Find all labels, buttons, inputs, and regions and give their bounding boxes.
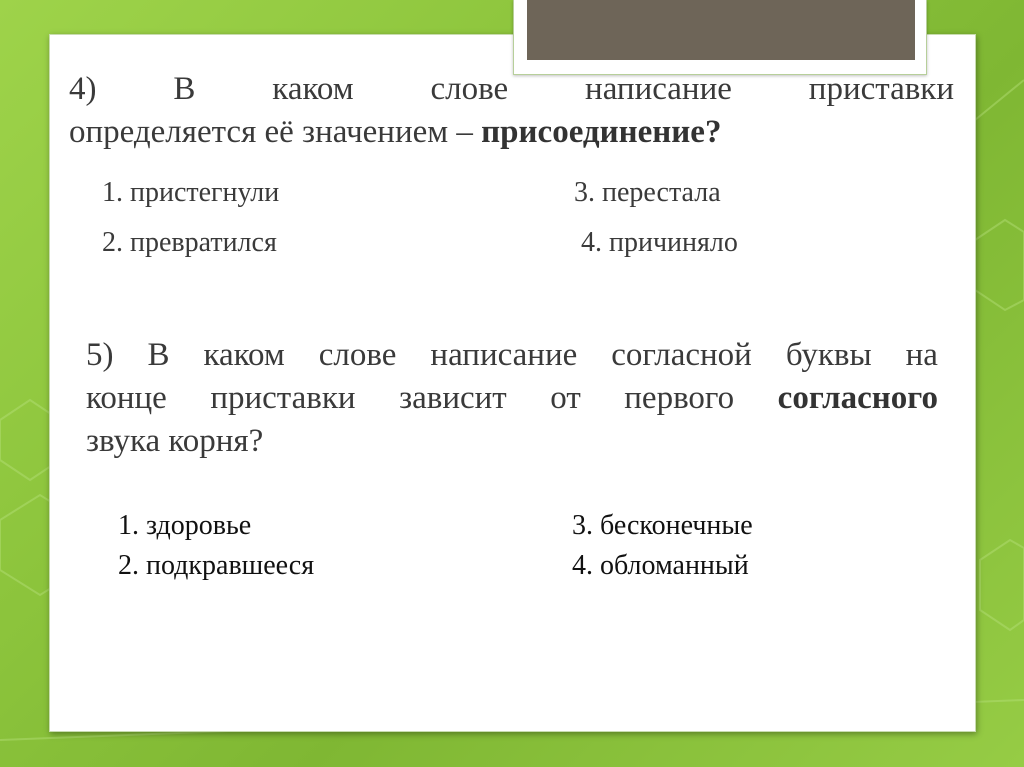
q5-word: каком [203, 337, 285, 373]
q5-option-3: 3. бесконечные [572, 510, 753, 541]
q4-option-1: 1. пристегнули [102, 177, 280, 208]
q5-option-2: 2. подкравшееся [118, 550, 315, 581]
q5-word: на [905, 337, 938, 373]
q4-word: В [173, 71, 196, 107]
q5-option-4: 4. обломанный [572, 550, 749, 581]
q5-word: приставки [210, 380, 356, 416]
question-5-line-1 [86, 334, 938, 377]
q4-keyword: присоединение? [481, 114, 722, 150]
q4-option-3: 3. перестала [574, 177, 721, 208]
question-5 [86, 334, 938, 463]
q4-word: написание [585, 71, 732, 107]
q5-word: согласной [611, 337, 752, 373]
q4-word: 4) [69, 71, 97, 107]
q5-word: слове [318, 337, 397, 373]
q5-option-1: 1. здоровье [118, 510, 252, 541]
q4-line2-text: определяется её значением – [69, 114, 482, 150]
q4-option-4: 4. причиняло [581, 227, 738, 258]
question-5-line-3: звука корня? [86, 423, 264, 459]
q5-word: написание [430, 337, 578, 373]
question-4 [69, 68, 954, 154]
question-5-line-2 [86, 377, 938, 420]
q4-word: слове [430, 71, 509, 107]
q5-word: буквы [785, 337, 872, 373]
q5-word: В [147, 337, 170, 373]
q5-word: конце [86, 380, 167, 416]
title-placeholder [527, 0, 915, 60]
q4-word: приставки [808, 71, 954, 107]
q4-word: каком [272, 71, 354, 107]
question-4-line-1 [69, 68, 954, 111]
q5-keyword: согласного [777, 380, 938, 416]
q4-option-2: 2. превратился [102, 227, 277, 258]
q5-word: первого [624, 380, 735, 416]
question-4-line-2 [69, 111, 954, 154]
q5-word: от [550, 380, 581, 416]
q5-word: 5) [86, 337, 114, 373]
q5-word: зависит [399, 380, 507, 416]
